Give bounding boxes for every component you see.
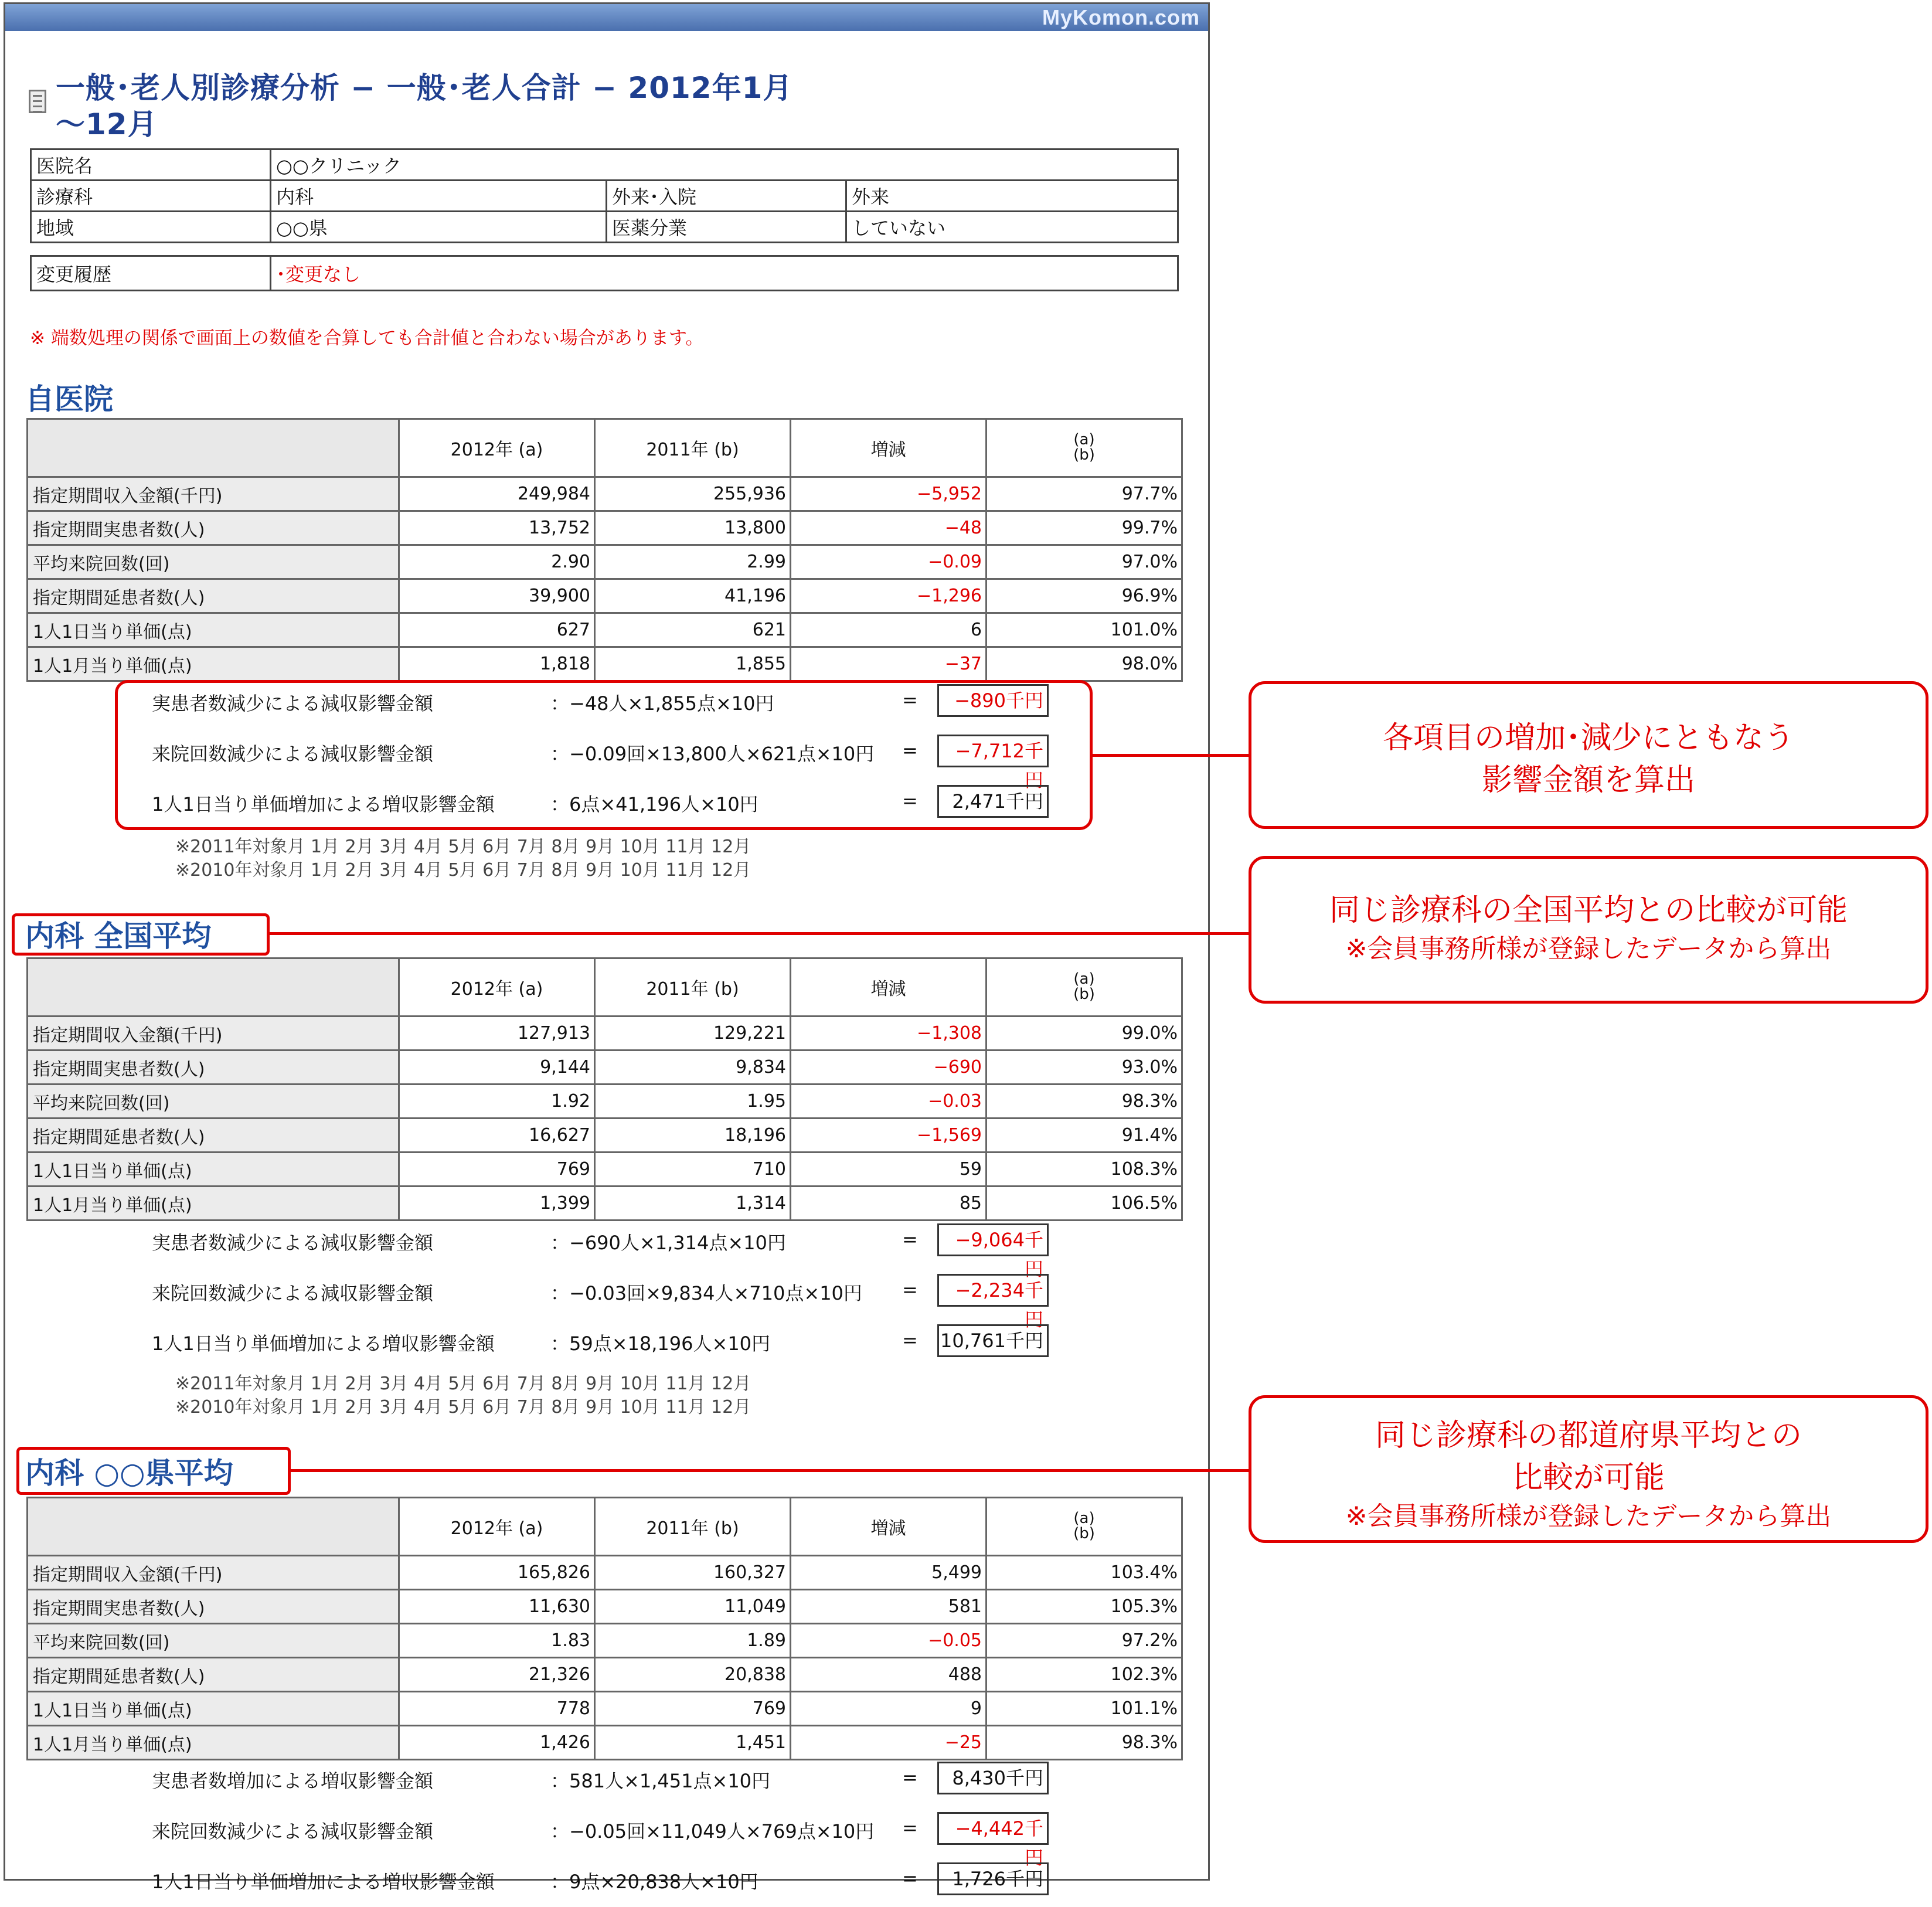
impact-formula: ：−690人×1,314点×10円 — [550, 1232, 786, 1254]
callout-box — [1249, 856, 1928, 1004]
impact-label: 1人1日当り単価増加による増収影響金額 — [152, 1871, 495, 1893]
value-ratio: 99.0% — [987, 1017, 1182, 1051]
impact-calc-row — [152, 1756, 1066, 1806]
value-2012: 627 — [399, 613, 595, 647]
table-row — [28, 1187, 1182, 1221]
ratio-fraction — [1073, 1511, 1095, 1541]
value-2012: 13,752 — [399, 511, 595, 545]
impact-equals: = — [902, 1329, 918, 1351]
clinic-info-table — [30, 148, 1179, 243]
callout-main-text: 影響金額を算出 — [1481, 763, 1695, 798]
impact-label: 来院回数減少による減収影響金額 — [152, 1820, 434, 1843]
column-header-diff: 増減 — [791, 419, 987, 477]
row-label: 平均来院回数(回) — [28, 1085, 399, 1119]
stats-table — [26, 1497, 1183, 1760]
value-2012: 1,818 — [399, 647, 595, 681]
ratio-fraction — [1073, 432, 1095, 463]
value-2011: 20,838 — [595, 1658, 791, 1692]
callout-main-text: 同じ診療科の都道府県平均との — [1375, 1418, 1802, 1453]
callout-main-text: 比較が可能 — [1512, 1460, 1665, 1495]
value-ratio: 105.3% — [987, 1590, 1182, 1624]
row-label: 指定期間実患者数(人) — [28, 1590, 399, 1624]
impact-label: 実患者数減少による減収影響金額 — [152, 1232, 434, 1254]
value-2011: 621 — [595, 613, 791, 647]
value-2011: 2.99 — [595, 545, 791, 579]
impact-formula: ：−0.03回×9,834人×710点×10円 — [550, 1282, 862, 1304]
value-diff: 9 — [791, 1692, 987, 1726]
value-ratio: 98.3% — [987, 1085, 1182, 1119]
column-header-2011: 2011年 (b) — [595, 958, 791, 1017]
row-label: 指定期間延患者数(人) — [28, 1119, 399, 1153]
ratio-numerator: (a) — [1073, 430, 1095, 448]
value-2011: 710 — [595, 1153, 791, 1187]
impact-equals: = — [902, 689, 918, 711]
document-icon — [29, 90, 46, 113]
value-2012: 2.90 — [399, 545, 595, 579]
ratio-denominator: (b) — [1073, 1524, 1095, 1542]
department-label: 診療科 — [31, 181, 271, 212]
brand-logo: MyKomon.com — [1042, 5, 1200, 29]
target-months-2011: ※2011年対象月 1月 2月 3月 4月 5月 6月 7月 8月 9月 10月 11月 12月 — [175, 1374, 751, 1394]
change-history-table — [30, 255, 1179, 291]
table-header-row — [28, 419, 1182, 477]
value-2012: 1.83 — [399, 1624, 595, 1658]
row-label: 1人1日当り単価(点) — [28, 1692, 399, 1726]
ratio-numerator: (a) — [1073, 970, 1095, 988]
impact-value: 2,471千円 — [937, 785, 1049, 818]
callout-sub-text: ※会員事務所様が登録したデータから算出 — [1345, 1501, 1832, 1531]
value-ratio: 91.4% — [987, 1119, 1182, 1153]
value-2011: 1,451 — [595, 1726, 791, 1760]
impact-value: −7,712千円 — [937, 735, 1049, 767]
value-2011: 255,936 — [595, 477, 791, 511]
value-ratio: 97.0% — [987, 545, 1182, 579]
value-2012: 39,900 — [399, 579, 595, 613]
stats-table — [26, 418, 1183, 682]
impact-formula: ：−0.09回×13,800人×621点×10円 — [550, 743, 875, 765]
value-ratio: 102.3% — [987, 1658, 1182, 1692]
stats-table — [26, 957, 1183, 1221]
outpatient-label: 外来･入院 — [607, 181, 846, 212]
connector-line — [291, 1469, 1249, 1472]
value-ratio: 103.4% — [987, 1556, 1182, 1590]
row-label: 1人1月当り単価(点) — [28, 647, 399, 681]
table-row — [28, 1085, 1182, 1119]
table-corner — [28, 1498, 399, 1556]
value-diff: 581 — [791, 1590, 987, 1624]
table-header-row — [28, 958, 1182, 1017]
clinic-name-value: ○○クリニック — [271, 149, 1178, 181]
column-header-2011: 2011年 (b) — [595, 1498, 791, 1556]
national-title-highlight — [12, 913, 270, 956]
value-ratio: 93.0% — [987, 1051, 1182, 1085]
region-label: 地域 — [31, 212, 271, 243]
table-row — [28, 511, 1182, 545]
value-diff: −5,952 — [791, 477, 987, 511]
callout-box — [1249, 1395, 1928, 1543]
impact-value: 10,761千円 — [937, 1324, 1049, 1357]
value-ratio: 98.0% — [987, 647, 1182, 681]
value-2011: 41,196 — [595, 579, 791, 613]
value-2012: 21,326 — [399, 1658, 595, 1692]
value-diff: −25 — [791, 1726, 987, 1760]
value-diff: −1,569 — [791, 1119, 987, 1153]
table-row — [28, 1658, 1182, 1692]
page-title-line1: 一般･老人別診療分析 − 一般･老人合計 − 2012年1月 — [56, 71, 793, 105]
value-2012: 165,826 — [399, 1556, 595, 1590]
brand-bar — [5, 4, 1208, 31]
table-row — [28, 1153, 1182, 1187]
outpatient-value: 外来 — [846, 181, 1178, 212]
ratio-denominator: (b) — [1073, 985, 1095, 1003]
value-2012: 16,627 — [399, 1119, 595, 1153]
value-ratio: 97.2% — [987, 1624, 1182, 1658]
column-header-ratio — [987, 958, 1182, 1017]
value-2012: 1,399 — [399, 1187, 595, 1221]
table-row — [28, 1692, 1182, 1726]
page-title-line2: 〜12月 — [56, 107, 158, 141]
impact-label: 実患者数減少による減収影響金額 — [152, 692, 434, 715]
value-2011: 18,196 — [595, 1119, 791, 1153]
impact-equals: = — [902, 1867, 918, 1889]
table-header-row — [28, 1498, 1182, 1556]
impact-label: 1人1日当り単価増加による増収影響金額 — [152, 1332, 495, 1355]
column-header-2012: 2012年 (a) — [399, 958, 595, 1017]
value-2011: 769 — [595, 1692, 791, 1726]
impact-value: −890千円 — [937, 684, 1049, 717]
column-header-diff: 増減 — [791, 1498, 987, 1556]
impact-value: −9,064千円 — [937, 1223, 1049, 1256]
value-ratio: 108.3% — [987, 1153, 1182, 1187]
value-2012: 778 — [399, 1692, 595, 1726]
row-label: 指定期間収入金額(千円) — [28, 477, 399, 511]
value-2012: 249,984 — [399, 477, 595, 511]
connector-line — [1093, 754, 1249, 757]
impact-formula: ：581人×1,451点×10円 — [550, 1770, 771, 1792]
prefecture-title-highlight — [16, 1447, 291, 1495]
impact-calc-row — [152, 1218, 1066, 1280]
department-value: 内科 — [271, 181, 607, 212]
value-ratio: 101.1% — [987, 1692, 1182, 1726]
impact-label: 来院回数減少による減収影響金額 — [152, 743, 434, 765]
region-value: ○○県 — [271, 212, 607, 243]
change-history-row — [31, 256, 1178, 291]
rounding-notice: ※ 端数処理の関係で画面上の数値を合算しても合計値と合わない場合があります。 — [30, 328, 704, 349]
impact-equals: = — [902, 790, 918, 812]
table-row — [28, 1051, 1182, 1085]
value-ratio: 101.0% — [987, 613, 1182, 647]
table-row — [28, 1119, 1182, 1153]
section-title: 自医院 — [25, 382, 113, 416]
impact-equals: = — [902, 1766, 918, 1789]
row-label: 指定期間収入金額(千円) — [28, 1017, 399, 1051]
table-row — [28, 1590, 1182, 1624]
column-header-2012: 2012年 (a) — [399, 419, 595, 477]
impact-formula: ：6点×41,196人×10円 — [550, 793, 758, 815]
table-row — [28, 1726, 1182, 1760]
separation-value: していない — [846, 212, 1178, 243]
impact-formula: ：−0.05回×11,049人×769点×10円 — [550, 1820, 875, 1843]
value-2011: 9,834 — [595, 1051, 791, 1085]
target-months-note — [175, 1372, 751, 1419]
target-months-2010: ※2010年対象月 1月 2月 3月 4月 5月 6月 7月 8月 9月 10月 11月 12月 — [175, 860, 751, 881]
row-label: 指定期間実患者数(人) — [28, 511, 399, 545]
ratio-fraction — [1073, 971, 1095, 1002]
change-history-label: 変更履歴 — [31, 256, 271, 291]
value-diff: 85 — [791, 1187, 987, 1221]
table-corner — [28, 958, 399, 1017]
row-label: 指定期間延患者数(人) — [28, 579, 399, 613]
column-header-diff: 増減 — [791, 958, 987, 1017]
table-row — [28, 613, 1182, 647]
row-label: 1人1日当り単価(点) — [28, 613, 399, 647]
impact-calc-row — [152, 1857, 1066, 1907]
value-diff: −0.09 — [791, 545, 987, 579]
table-corner — [28, 419, 399, 477]
value-diff: −0.05 — [791, 1624, 987, 1658]
value-2012: 769 — [399, 1153, 595, 1187]
impact-formula: ：9点×20,838人×10円 — [550, 1871, 758, 1893]
row-label: 1人1日当り単価(点) — [28, 1153, 399, 1187]
value-diff: −48 — [791, 511, 987, 545]
column-header-ratio — [987, 419, 1182, 477]
value-2011: 160,327 — [595, 1556, 791, 1590]
impact-label: 1人1日当り単価増加による増収影響金額 — [152, 793, 495, 815]
value-diff: −37 — [791, 647, 987, 681]
target-months-note — [175, 835, 751, 882]
value-diff: 5,499 — [791, 1556, 987, 1590]
connector-line — [270, 932, 1249, 935]
table-row — [28, 545, 1182, 579]
callout-sub-text: ※会員事務所様が登録したデータから算出 — [1345, 934, 1832, 964]
impact-value: 8,430千円 — [937, 1762, 1049, 1794]
value-diff: −0.03 — [791, 1085, 987, 1119]
column-header-2012: 2012年 (a) — [399, 1498, 595, 1556]
value-ratio: 106.5% — [987, 1187, 1182, 1221]
value-diff: 59 — [791, 1153, 987, 1187]
row-label: 平均来院回数(回) — [28, 545, 399, 579]
change-history-value: ･変更なし — [271, 256, 1178, 291]
table-row — [28, 647, 1182, 681]
value-2012: 1,426 — [399, 1726, 595, 1760]
row-label: 平均来院回数(回) — [28, 1624, 399, 1658]
value-diff: −1,296 — [791, 579, 987, 613]
row-label: 1人1月当り単価(点) — [28, 1187, 399, 1221]
calc-highlight — [115, 680, 1093, 830]
column-header-ratio — [987, 1498, 1182, 1556]
value-2012: 11,630 — [399, 1590, 595, 1624]
value-2011: 1,314 — [595, 1187, 791, 1221]
clinic-info-row — [31, 212, 1178, 243]
value-2012: 1.92 — [399, 1085, 595, 1119]
impact-label: 実患者数増加による増収影響金額 — [152, 1770, 434, 1792]
ratio-denominator: (b) — [1073, 446, 1095, 464]
impact-calc-row — [152, 1806, 1066, 1869]
value-2011: 1.89 — [595, 1624, 791, 1658]
callout-box — [1249, 681, 1928, 829]
table-row — [28, 1556, 1182, 1590]
impact-equals: = — [902, 1228, 918, 1250]
table-row — [28, 1624, 1182, 1658]
clinic-info-row — [31, 149, 1178, 181]
value-2011: 129,221 — [595, 1017, 791, 1051]
page-title — [56, 70, 943, 142]
value-2011: 1,855 — [595, 647, 791, 681]
impact-calc-row — [152, 1268, 1066, 1331]
page-title-block — [29, 70, 943, 142]
impact-label: 来院回数減少による減収影響金額 — [152, 1282, 434, 1304]
clinic-info-row — [31, 181, 1178, 212]
value-diff: 6 — [791, 613, 987, 647]
value-ratio: 99.7% — [987, 511, 1182, 545]
table-row — [28, 477, 1182, 511]
table-row — [28, 579, 1182, 613]
row-label: 指定期間収入金額(千円) — [28, 1556, 399, 1590]
clinic-name-label: 医院名 — [31, 149, 271, 181]
value-2012: 9,144 — [399, 1051, 595, 1085]
value-2012: 127,913 — [399, 1017, 595, 1051]
impact-calc-row — [152, 1318, 1066, 1369]
value-ratio: 98.3% — [987, 1726, 1182, 1760]
value-ratio: 97.7% — [987, 477, 1182, 511]
value-ratio: 96.9% — [987, 579, 1182, 613]
impact-formula: ：59点×18,196人×10円 — [550, 1332, 771, 1355]
impact-value: −4,442千円 — [937, 1812, 1049, 1845]
section-title: 内科 全国平均 — [25, 919, 212, 953]
value-diff: −1,308 — [791, 1017, 987, 1051]
callout-main-text: 各項目の増加･減少にともなう — [1382, 720, 1794, 756]
value-2011: 11,049 — [595, 1590, 791, 1624]
row-label: 指定期間実患者数(人) — [28, 1051, 399, 1085]
row-label: 指定期間延患者数(人) — [28, 1658, 399, 1692]
impact-value: 1,726千円 — [937, 1862, 1049, 1895]
impact-equals: = — [902, 1279, 918, 1301]
table-row — [28, 1017, 1182, 1051]
impact-formula: ：−48人×1,855点×10円 — [550, 692, 774, 715]
value-diff: 488 — [791, 1658, 987, 1692]
value-2011: 13,800 — [595, 511, 791, 545]
separation-label: 医薬分業 — [607, 212, 846, 243]
impact-value: −2,234千円 — [937, 1274, 1049, 1307]
value-diff: −690 — [791, 1051, 987, 1085]
callout-main-text: 同じ診療科の全国平均との比較が可能 — [1329, 893, 1848, 928]
target-months-2011: ※2011年対象月 1月 2月 3月 4月 5月 6月 7月 8月 9月 10月 11月 12月 — [175, 837, 751, 857]
impact-equals: = — [902, 739, 918, 762]
row-label: 1人1月当り単価(点) — [28, 1726, 399, 1760]
value-2011: 1.95 — [595, 1085, 791, 1119]
target-months-2010: ※2010年対象月 1月 2月 3月 4月 5月 6月 7月 8月 9月 10月 11月 12月 — [175, 1397, 751, 1417]
impact-equals: = — [902, 1817, 918, 1839]
column-header-2011: 2011年 (b) — [595, 419, 791, 477]
section-title: 内科 ○○県平均 — [25, 1456, 233, 1490]
ratio-numerator: (a) — [1073, 1509, 1095, 1527]
